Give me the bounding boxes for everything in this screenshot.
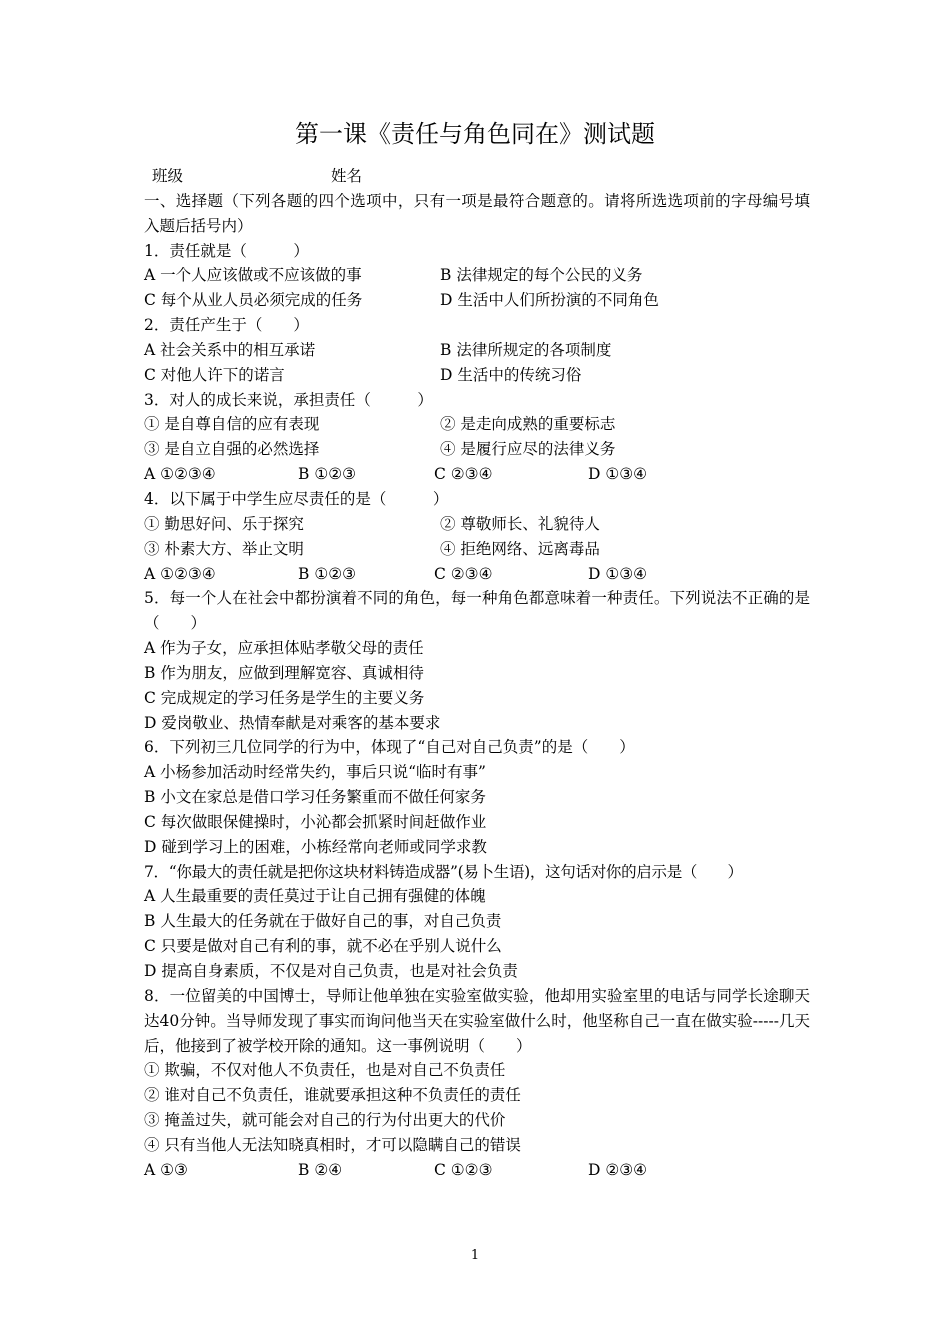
statement-item: ③ 朴素大方、举止文明 [144, 539, 304, 558]
option-row [144, 462, 810, 487]
option-a: A ①③ [144, 1160, 188, 1179]
option-row [144, 1158, 810, 1183]
option-c: C 对他人许下的诺言 [144, 365, 285, 384]
exam-content [144, 164, 810, 1183]
statement-item: ① 欺骗，不仅对他人不负责任，也是对自己不负责任 [144, 1061, 506, 1080]
question-stem: 4．以下属于中学生应尽责任的是（ ） [144, 489, 449, 508]
statement-item: ③ 掩盖过失，就可能会对自己的行为付出更大的代价 [144, 1111, 506, 1130]
statement-item: ① 勤思好问、乐于探究 [144, 514, 304, 533]
question-stem: 1．责任就是（ ） [144, 241, 309, 260]
option-row [144, 363, 810, 388]
section-instructions: 一、选择题（下列各题的四个选项中，只有一项是最符合题意的。请将所选选项前的字母编号填入题后括号内） [144, 191, 810, 235]
option-c: C 完成规定的学习任务是学生的主要义务 [144, 688, 425, 707]
question-stem: 8．一位留美的中国博士，导师让他单独在实验室做实验，他却用实验室里的电话与同学长途聊天达40分钟。当导师发现了事实而询问他当天在实验室做什么时，他坚称自己一直在做实验-----几天后，他接到了被学校开除的通知。这一事例说明（ ） [144, 986, 810, 1055]
option-d: D 生活中的传统习俗 [440, 365, 582, 384]
option-d: D ①③④ [588, 564, 648, 583]
option-d: D ②③④ [588, 1160, 648, 1179]
statement-item: ② 是走向成熟的重要标志 [440, 415, 616, 434]
option-b: B 作为朋友，应做到理解宽容、真诚相待 [144, 663, 424, 682]
option-row [144, 338, 810, 363]
page-title: 第一课《责任与角色同在》测试题 [295, 120, 655, 148]
statement-item: ④ 是履行应尽的法律义务 [440, 440, 616, 459]
statement-item: ④ 拒绝网络、远离毒品 [440, 539, 600, 558]
option-a: A 小杨参加活动时经常失约，事后只说“临时有事” [144, 763, 486, 782]
option-c: C 每次做眼保健操时，小沁都会抓紧时间赶做作业 [144, 812, 487, 831]
option-b: B 人生最大的任务就在于做好自己的事，对自己负责 [144, 912, 502, 931]
option-b: B ②④ [298, 1160, 343, 1179]
option-b: B 法律所规定的各项制度 [440, 340, 612, 359]
option-a: A ①②③④ [144, 564, 216, 583]
option-a: A 一个人应该做或不应该做的事 [144, 266, 362, 285]
question-stem: 5．每一个人在社会中都扮演着不同的角色，每一种角色都意味着一种责任。下列说法不正确的是（ ） [144, 589, 810, 633]
option-row [144, 288, 810, 313]
item-row [144, 412, 810, 437]
question-stem: 7．“你最大的责任就是把你这块材料铸造成器”(易卜生语)，这句话对你的启示是（ ） [144, 862, 743, 881]
question-stem: 2．责任产生于（ ） [144, 316, 309, 335]
option-c: C 每个从业人员必须完成的任务 [144, 291, 363, 310]
question-stem: 3．对人的成长来说，承担责任（ ） [144, 390, 433, 409]
question-stem: 6．下列初三几位同学的行为中，体现了“自己对自己负责”的是（ ） [144, 738, 635, 757]
option-a: A 人生最重要的责任莫过于让自己拥有强健的体魄 [144, 887, 486, 906]
option-b: B ①②③ [298, 465, 357, 484]
statement-item: ② 谁对自己不负责任，谁就要承担这种不负责任的责任 [144, 1086, 521, 1105]
option-c: C ②③④ [434, 465, 493, 484]
option-b: B 小文在家总是借口学习任务繁重而不做任何家务 [144, 788, 486, 807]
option-d: D 提高自身素质，不仅是对自己负责，也是对社会负责 [144, 962, 518, 980]
option-c: C ②③④ [434, 564, 493, 583]
option-a: A 社会关系中的相互承诺 [144, 340, 316, 359]
option-d: D 爱岗敬业、热情奉献是对乘客的基本要求 [144, 713, 441, 732]
item-row [144, 512, 810, 537]
option-c: C ①②③ [434, 1160, 493, 1179]
option-d: D 碰到学习上的困难，小栋经常向老师或同学求教 [144, 837, 487, 856]
option-b: B ①②③ [298, 564, 357, 583]
option-d: D ①③④ [588, 465, 648, 484]
item-row [144, 537, 810, 562]
option-row [144, 263, 810, 288]
option-b: B 法律规定的每个公民的义务 [440, 266, 643, 285]
name-label: 姓名 [331, 167, 363, 185]
item-row [144, 437, 810, 462]
option-row [144, 562, 810, 587]
statement-item: ① 是自尊自信的应有表现 [144, 415, 320, 434]
page-number: 1 [470, 1248, 480, 1263]
class-label: 班级 [152, 167, 184, 185]
student-info-line [144, 164, 810, 189]
option-d: D 生活中人们所扮演的不同角色 [440, 291, 659, 310]
statement-item: ② 尊敬师长、礼貌待人 [440, 514, 600, 533]
option-a: A 作为子女，应承担体贴孝敬父母的责任 [144, 639, 424, 658]
statement-item: ④ 只有当他人无法知晓真相时，才可以隐瞒自己的错误 [144, 1135, 521, 1154]
option-c: C 只要是做对自己有利的事，就不必在乎别人说什么 [144, 937, 502, 956]
statement-item: ③ 是自立自强的必然选择 [144, 440, 320, 459]
option-a: A ①②③④ [144, 465, 216, 484]
